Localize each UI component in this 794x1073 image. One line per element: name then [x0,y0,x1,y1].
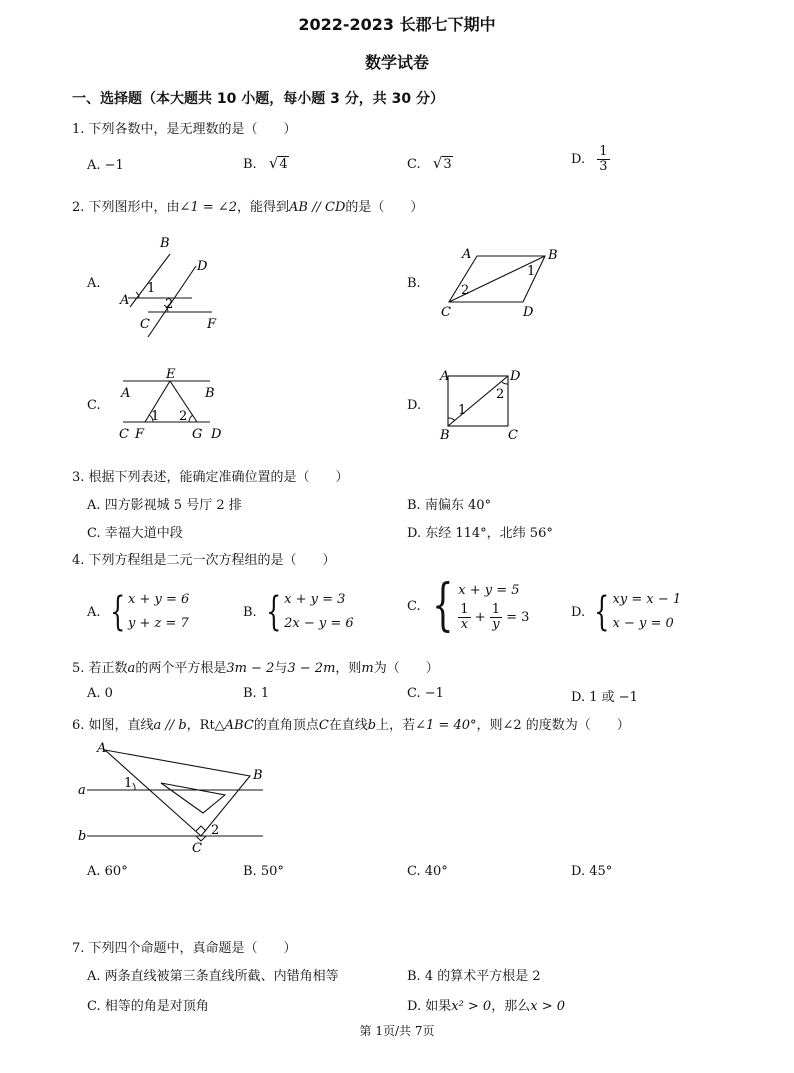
q1-d-numerator: 1 [599,144,608,159]
q6-option-d: D. 45° [571,864,613,879]
q1-b-radicand: 4 [279,157,288,172]
q2a-label-c: C [140,317,150,332]
brace-icon: { [594,589,610,635]
q2d-label-2: 2 [496,387,505,402]
q1-option-d-label: D. [571,152,586,167]
q4-d-eq1: xy = x − 1 [612,592,682,607]
q2c-label-2: 2 [179,409,188,424]
brace-icon: { [431,573,454,638]
q6-angle: ∠1 = 40° [415,718,477,733]
q2d-label-1: 1 [458,403,467,418]
q5-stem-mid2: ，则 [335,661,362,676]
q4-option-c [407,573,530,638]
brace-icon: { [265,589,282,635]
q2-figure-c [115,366,225,446]
q5-expr2: 3 − 2m [287,661,336,676]
q2c-label-a: A [121,386,131,401]
q6-label-1: 1 [124,776,133,791]
q6-stem [72,714,630,733]
q5-m: m [361,661,374,676]
q2a-label-b: B [160,236,170,251]
q4-a-eq2: y + z = 7 [127,616,189,631]
q7-d-pre: D. 如果 [407,999,452,1014]
q7-d-expr2: x > 0 [530,999,565,1014]
q6-stem-mid2: 的直角顶点 [253,718,319,733]
q3-option-d: D. 东经 114°，北纬 56° [407,526,553,541]
q2c-label-g: G [192,427,203,442]
q5-option-d: D. 1 或 −1 [571,690,638,705]
q6-stem-mid4: 上，若 [376,718,416,733]
q6-label-a: A [97,741,107,756]
q4-stem: 4. 下列方程组是二元一次方程组的是（ ） [72,553,336,568]
q2-figure-d [438,366,528,446]
q4-c-num2: 1 [491,601,501,617]
q5-option-c: C. −1 [407,686,444,701]
q5-stem-post: 为（ ） [373,661,439,676]
q4-option-b [243,588,354,636]
q1-option-c-label: C. [407,157,421,172]
q2a-label-2: 2 [165,297,174,312]
q2c-label-e: E [166,367,176,382]
q4-c-plus: + [474,609,486,625]
q4-d-label: D. [571,604,586,620]
q2-figure-a [110,232,230,337]
q4-c-den-x: x [460,616,469,632]
q2-figure-b [435,242,565,322]
q2b-label-d: D [523,305,534,320]
q2d-label-b: B [440,428,450,443]
q4-b-eq1: x + y = 3 [284,592,346,607]
q1-d-fraction [597,145,609,174]
q2-stem-mid: ，能得到 [237,200,290,215]
q2c-label-d: D [211,427,222,442]
q3-stem: 3. 根据下列表述，能确定准确位置的是（ ） [72,470,349,485]
q7-option-d [407,995,565,1014]
brace-icon: { [109,589,125,635]
q5-stem-mid: 的两个平方根是 [135,661,227,676]
section-heading: 一、选择题（本大题共 10 小题，每小题 3 分，共 30 分） [72,91,444,107]
page-title: 2022-2023 长郡七下期中 [298,15,496,34]
q1-option-b [243,154,289,172]
q1-d-denominator: 3 [599,159,608,174]
q7-stem: 7. 下列四个命题中，真命题是（ ） [72,941,297,956]
q1-option-b-label: B. [243,157,257,172]
q3-option-a: A. 四方影视城 5 号厅 2 排 [87,498,242,513]
q6-option-b: B. 50° [243,864,284,879]
q4-b-label: B. [243,604,257,620]
q6-stem-pre: 6. 如图，直线 [72,718,154,733]
q2a-label-1: 1 [147,281,156,296]
sqrt-icon: √ [268,154,279,172]
q2b-label-b: B [548,248,558,263]
q6-option-c: C. 40° [407,864,448,879]
q4-a-eq1: x + y = 6 [127,592,190,607]
sqrt-icon: √ [432,154,443,172]
q1-stem: 1. 下列各数中，是无理数的是（ ） [72,122,297,137]
q5-stem [72,657,439,676]
q6-stem-post: ，则∠2 的度数为（ ） [476,718,630,733]
q2b-label-c: C [441,305,451,320]
q6-label-b: B [253,768,263,783]
q4-c-den-y: y [492,616,500,632]
q5-stem-pre: 5. 若正数 [72,661,128,676]
q6-label-line-b: b [78,829,87,844]
q4-option-d [571,588,681,636]
q6-stem-mid3: 在直线 [328,718,368,733]
q1-option-d [571,145,610,174]
q7-option-c: C. 相等的角是对顶角 [87,999,209,1014]
q6-option-a: A. 60° [87,864,128,879]
q2d-label-a: A [440,369,450,384]
q6-label-line-a: a [78,783,86,798]
q2b-label-2: 2 [461,283,470,298]
q6-label-c: C [192,841,202,856]
q2b-label-1: 1 [527,264,536,279]
q6-ab: a // b [153,718,187,733]
q2c-label-b: B [205,386,215,401]
q2-stem-math2: AB // CD [289,200,346,215]
q4-a-label: A. [87,604,101,620]
q2b-label-a: A [462,247,472,262]
q4-d-eq2: x − y = 0 [612,616,674,631]
q2-option-d: D. [407,398,422,413]
q4-option-a [87,588,189,636]
q2c-label-c: C [119,427,129,442]
q5-and: 与 [274,661,288,676]
q6-label-2: 2 [211,823,220,838]
q6-c: C [318,718,329,733]
page-footer: 第 1页/共 7页 [359,1024,435,1038]
q2-option-b: B. [407,276,421,291]
q2-stem-pre: 2. 下列图形中，由 [72,200,180,215]
q2-option-c: C. [87,398,101,413]
q5-expr1: 3m − 2 [226,661,275,676]
q3-option-b: B. 南偏东 40° [407,498,491,513]
q6-stem-mid: ，Rt△ [186,718,225,733]
q4-c-num1: 1 [460,601,469,617]
q2a-label-a: A [120,293,130,308]
q2a-label-f: F [207,317,217,332]
q6-figure [75,738,275,856]
q1-c-radicand: 3 [443,157,452,172]
q2-option-a: A. [87,276,101,291]
q5-option-a: A. 0 [87,686,113,701]
q4-c-label: C. [407,598,421,614]
q7-d-expr1: x² > 0 [451,999,492,1014]
q2-stem-post: 的是（ ） [345,200,424,215]
q6-b: b [367,718,377,733]
q6-abc: ABC [224,718,254,733]
q4-c-eq1: x + y = 5 [458,582,520,598]
q3-option-c: C. 幸福大道中段 [87,526,183,541]
q2a-label-d: D [197,259,208,274]
q1-option-c [407,154,453,172]
q2d-label-c: C [508,428,518,443]
q2-stem-math: ∠1 = ∠2 [179,200,238,215]
q2d-label-d: D [510,369,521,384]
q4-c-rhs: = 3 [506,609,530,625]
q5-a: a [127,661,136,676]
q7-option-b: B. 4 的算术平方根是 2 [407,969,541,984]
q7-option-a: A. 两条直线被第三条直线所截、内错角相等 [87,969,339,984]
q4-b-eq2: 2x − y = 6 [284,616,354,631]
q1-option-a: A. −1 [87,158,124,173]
page-subtitle: 数学试卷 [364,53,429,72]
q5-option-b: B. 1 [243,686,270,701]
q7-d-mid: ，那么 [491,999,531,1014]
q2c-label-f: F [135,427,145,442]
q2-stem [72,196,423,215]
q2c-label-1: 1 [151,409,160,424]
